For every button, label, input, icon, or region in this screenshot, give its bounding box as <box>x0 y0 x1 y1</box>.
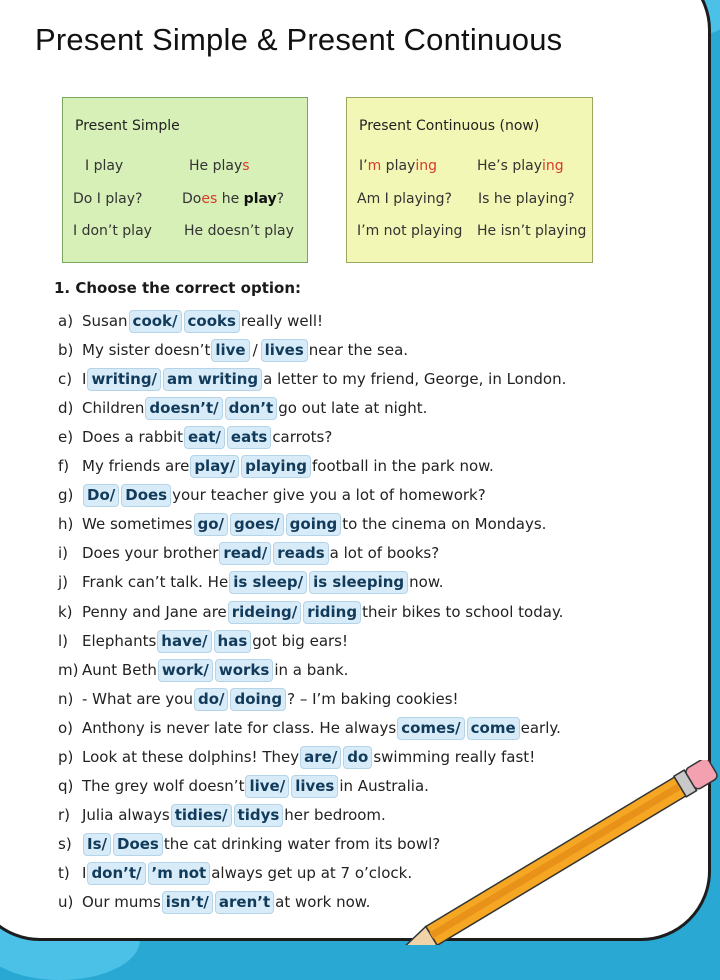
question-text: The grey wolf doesn’t <box>82 777 244 795</box>
answer-option[interactable]: doing <box>230 688 286 711</box>
question-text: go out late at night. <box>278 399 427 417</box>
present-continuous-box <box>346 97 593 263</box>
question-row <box>58 425 332 449</box>
question-text: Anthony is never late for class. He always <box>82 719 396 737</box>
answer-option[interactable]: is sleep/ <box>229 571 307 594</box>
question-text: her bedroom. <box>284 806 386 824</box>
example: I play <box>85 158 123 174</box>
question-label: f) <box>58 454 82 478</box>
example: Does he play? <box>182 191 284 207</box>
answer-option[interactable]: tidys <box>234 804 284 827</box>
question-label: h) <box>58 512 82 536</box>
question-row <box>58 483 486 507</box>
question-row <box>58 570 444 594</box>
example: Am I playing? <box>357 191 452 207</box>
answer-option[interactable]: goes/ <box>230 513 284 536</box>
answer-option[interactable]: comes/ <box>397 717 464 740</box>
question-text: a letter to my friend, George, in London. <box>263 370 566 388</box>
answer-option[interactable]: live <box>211 339 249 362</box>
question-text: Susan <box>82 312 128 330</box>
question-text: always get up at 7 o’clock. <box>211 864 412 882</box>
question-text: Does a rabbit <box>82 428 183 446</box>
question-text: to the cinema on Mondays. <box>342 515 546 533</box>
question-text: early. <box>521 719 561 737</box>
question-text: the cat drinking water from its bowl? <box>164 835 440 853</box>
question-text: Does your brother <box>82 544 218 562</box>
question-text: Look at these dolphins! They <box>82 748 299 766</box>
answer-option[interactable]: eats <box>227 426 271 449</box>
question-text: Penny and Jane are <box>82 603 227 621</box>
question-row <box>58 629 348 653</box>
example: Do I play? <box>73 191 142 207</box>
question-text: ? – I’m baking cookies! <box>287 690 458 708</box>
answer-option[interactable]: tidies/ <box>171 804 232 827</box>
answer-option[interactable]: cook/ <box>129 310 182 333</box>
question-label: i) <box>58 541 82 565</box>
question-text: Elephants <box>82 632 156 650</box>
box-heading: Present Simple <box>75 118 180 134</box>
question-label: m) <box>58 658 82 682</box>
question-text: Aunt Beth <box>82 661 157 679</box>
example: I’m not playing <box>357 223 462 239</box>
question-label: d) <box>58 396 82 420</box>
question-row <box>58 367 566 391</box>
question-text: Julia always <box>82 806 170 824</box>
question-label: e) <box>58 425 82 449</box>
question-label: s) <box>58 832 82 856</box>
answer-option[interactable]: Does <box>121 484 171 507</box>
question-text: really well! <box>241 312 323 330</box>
question-row <box>58 774 429 798</box>
instructions: 1. Choose the correct option: <box>54 279 301 297</box>
question-label: j) <box>58 570 82 594</box>
question-label: u) <box>58 890 82 914</box>
answer-option[interactable]: rideing/ <box>228 601 302 624</box>
answer-option[interactable]: Do/ <box>83 484 119 507</box>
answer-option[interactable]: am writing <box>163 368 262 391</box>
question-text: near the sea. <box>309 341 408 359</box>
question-text: Children <box>82 399 144 417</box>
answer-option[interactable]: don’t/ <box>87 862 145 885</box>
question-text: My friends are <box>82 457 189 475</box>
question-label: t) <box>58 861 82 885</box>
example: He’s playing <box>477 158 564 174</box>
question-row <box>58 338 408 362</box>
question-label: q) <box>58 774 82 798</box>
answer-option[interactable]: work/ <box>158 659 213 682</box>
answer-option[interactable]: have/ <box>157 630 211 653</box>
answer-option[interactable]: eat/ <box>184 426 225 449</box>
question-row <box>58 716 561 740</box>
question-text: - What are you <box>82 690 193 708</box>
answer-option[interactable]: ’m not <box>148 862 211 885</box>
question-text: I <box>82 370 86 388</box>
question-row <box>58 832 440 856</box>
example: He plays <box>189 158 250 174</box>
answer-option[interactable]: do/ <box>194 688 229 711</box>
question-text: My sister doesn’t <box>82 341 210 359</box>
example: Is he playing? <box>478 191 575 207</box>
answer-option[interactable]: cooks <box>184 310 240 333</box>
example: He isn’t playing <box>477 223 586 239</box>
question-row <box>58 600 563 624</box>
question-row <box>58 396 427 420</box>
answer-option[interactable]: live/ <box>245 775 289 798</box>
example: He doesn’t play <box>184 223 294 239</box>
question-label: o) <box>58 716 82 740</box>
answer-option[interactable]: going <box>286 513 342 536</box>
answer-option[interactable]: read/ <box>219 542 271 565</box>
answer-option[interactable]: isn’t/ <box>162 891 213 914</box>
question-label: p) <box>58 745 82 769</box>
question-text: in Australia. <box>339 777 429 795</box>
answer-option[interactable]: riding <box>303 601 361 624</box>
question-row <box>58 541 439 565</box>
present-simple-box <box>62 97 308 263</box>
question-text: now. <box>409 573 443 591</box>
question-text: football in the park now. <box>312 457 494 475</box>
question-row <box>58 890 370 914</box>
question-row <box>58 861 412 885</box>
answer-option[interactable]: writing/ <box>87 368 161 391</box>
question-text: swimming really fast! <box>373 748 535 766</box>
example: I’m playing <box>359 158 437 174</box>
question-text: carrots? <box>272 428 332 446</box>
question-text: your teacher give you a lot of homework? <box>172 486 486 504</box>
question-label: g) <box>58 483 82 507</box>
answer-option[interactable]: Is/ <box>83 833 111 856</box>
answer-option[interactable]: has <box>214 630 252 653</box>
answer-option[interactable]: doesn’t/ <box>145 397 222 420</box>
question-text: got big ears! <box>252 632 348 650</box>
answer-option[interactable]: are/ <box>300 746 341 769</box>
answer-option[interactable]: don’t <box>225 397 278 420</box>
answer-option[interactable]: aren’t <box>215 891 274 914</box>
question-text: We sometimes <box>82 515 193 533</box>
option-separator: / <box>253 341 258 359</box>
question-row <box>58 803 386 827</box>
question-row <box>58 454 494 478</box>
pencil-illustration <box>395 760 720 945</box>
question-label: k) <box>58 600 82 624</box>
answer-option[interactable]: works <box>215 659 273 682</box>
answer-option[interactable]: play/ <box>190 455 239 478</box>
question-text: at work now. <box>275 893 370 911</box>
example: I don’t play <box>73 223 152 239</box>
question-text: Frank can’t talk. He <box>82 573 228 591</box>
answer-option[interactable]: Does <box>113 833 163 856</box>
question-text: I <box>82 864 86 882</box>
question-label: r) <box>58 803 82 827</box>
question-label: n) <box>58 687 82 711</box>
answer-option[interactable]: playing <box>241 455 311 478</box>
question-label: c) <box>58 367 82 391</box>
answer-option[interactable]: go/ <box>194 513 229 536</box>
question-row <box>58 687 459 711</box>
answer-option[interactable]: is sleeping <box>309 571 408 594</box>
question-row <box>58 658 348 682</box>
question-text: Our mums <box>82 893 161 911</box>
answer-option[interactable]: come <box>467 717 520 740</box>
page-title: Present Simple & Present Continuous <box>35 22 562 58</box>
question-text: a lot of books? <box>330 544 440 562</box>
question-row <box>58 309 323 333</box>
answer-option[interactable]: do <box>343 746 372 769</box>
question-text: their bikes to school today. <box>362 603 563 621</box>
question-label: l) <box>58 629 82 653</box>
box-heading: Present Continuous (now) <box>359 118 539 134</box>
answer-option[interactable]: lives <box>261 339 308 362</box>
question-label: a) <box>58 309 82 333</box>
answer-option[interactable]: reads <box>273 542 328 565</box>
question-row <box>58 512 546 536</box>
question-text: in a bank. <box>274 661 348 679</box>
answer-option[interactable]: lives <box>291 775 338 798</box>
question-label: b) <box>58 338 82 362</box>
